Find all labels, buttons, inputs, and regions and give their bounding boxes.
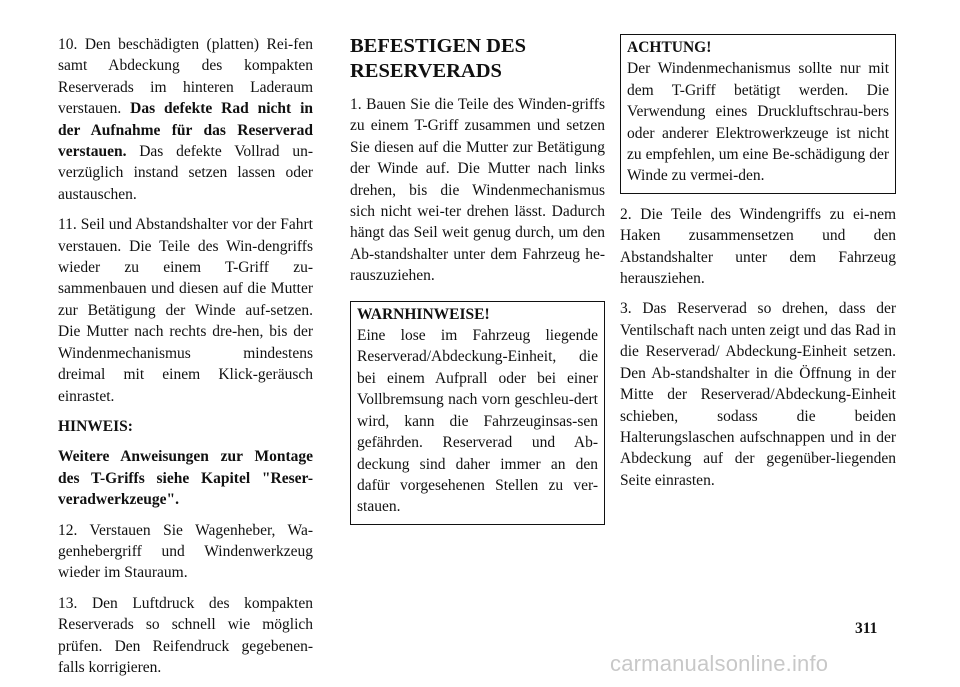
step-12-paragraph: 12. Verstauen Sie Wagenheber, Wa-genhebergriff und Windenwerkzeug wieder im Stauraum. <box>58 521 313 582</box>
page-number: 311 <box>855 620 878 637</box>
warning-text: Eine lose im Fahrzeug liegende Reserverad/Abdeckung-Einheit, die bei einem Aufprall oder bei einer Vollbremsung nach vorn geschleu-dert wird, kann die Fahrzeuginsas-sen gefährden. Reserverad und Ab-deckung sind daher immer an den dafür vorgesehenen Stellen zu ver-stauen. <box>357 327 598 516</box>
step-1-paragraph: 1. Bauen Sie die Teile des Winden-griffs zu einem T-Griff zusammen und setzen Sie diesen auf die Mutter zur Betätigung der Winde auf. Die Mutter nach links drehen, bis die Windenmechanismus sich nicht wei-ter drehen lässt. Dadurch hängt das Seil weit genug durch, um den Ab-standshalter unter dem Fahrzeug he-rauszuziehen. <box>350 96 605 285</box>
step-2-paragraph: 2. Die Teile des Windengriffs zu ei-nem Haken zusammensetzen und den Abstandshalter unter dem Fahrzeug herausziehen. <box>620 205 896 288</box>
caution-text: Der Windenmechanismus sollte nur mit dem T-Griff betätigt werden. Die Verwendung eines Druckluftschrau-bers oder anderer Elektrowerkzeuge ist nicht zu empfehlen, um eine Be-schädigung der Winde zu vermei-den. <box>627 60 889 185</box>
warning-box <box>350 301 605 525</box>
note-text: Weitere Anweisungen zur Montage des T-Griffs siehe Kapitel "Reser-veradwerkzeuge". <box>58 448 313 509</box>
section-heading: BEFESTIGEN DES RESERVERADS <box>350 35 527 82</box>
step-3-paragraph: 3. Das Reserverad so drehen, dass der Ventilschaft nach unten zeigt und das Rad in die Reserverad/ Abdeckung-Einheit setzen. Den Ab-standshalter in die Öffnung in der Mitte der Reserverad/Abdeckung-Einheit schieben, sodass die beiden Halterungslaschen aufschnappen und in der Abdeckung auf der gegenüber-liegenden Seite einrasten. <box>620 300 896 489</box>
step-11-paragraph: 11. Seil und Abstandshalter vor der Fahrt verstauen. Die Teile des Win-dengriffs wieder zu einem T-Griff zu-sammenbauen und diesen auf die Mutter zur Betätigung der Winde auf-setzen. Die Mutter nach rechts dre-hen, bis der Windenmechanismus mindestens dreimal mit einem Klick-geräusch einrastet. <box>58 216 313 405</box>
left-column <box>58 34 313 687</box>
step-13-paragraph: 13. Den Luftdruck des kompakten Reserverads so schnell wie möglich prüfen. Den Reifendruck gegebenen-falls korrigieren. <box>58 594 313 676</box>
right-column <box>620 34 896 500</box>
note-label: HINWEIS: <box>58 417 133 435</box>
caution-box <box>620 34 896 194</box>
step-10-bold-warning: Das defekte Rad nicht in der Aufnahme für das Reserverad verstauen. <box>58 100 314 161</box>
watermark: carmanualsonline.info <box>610 651 829 676</box>
step-10-paragraph: 10. Den beschädigten (platten) Rei-fen samt Abdeckung des kompakten Reserverads im hinteren Laderaum verstauen. Das defekte Rad nicht in der Aufnahme für das Reserverad verstauen. Das defekte Vollrad un-verzüglich instand setzen lassen oder austauschen. <box>58 36 314 203</box>
warning-title: WARNHINWEISE! <box>357 305 490 323</box>
caution-title: ACHTUNG! <box>627 39 712 56</box>
middle-column <box>350 34 605 535</box>
